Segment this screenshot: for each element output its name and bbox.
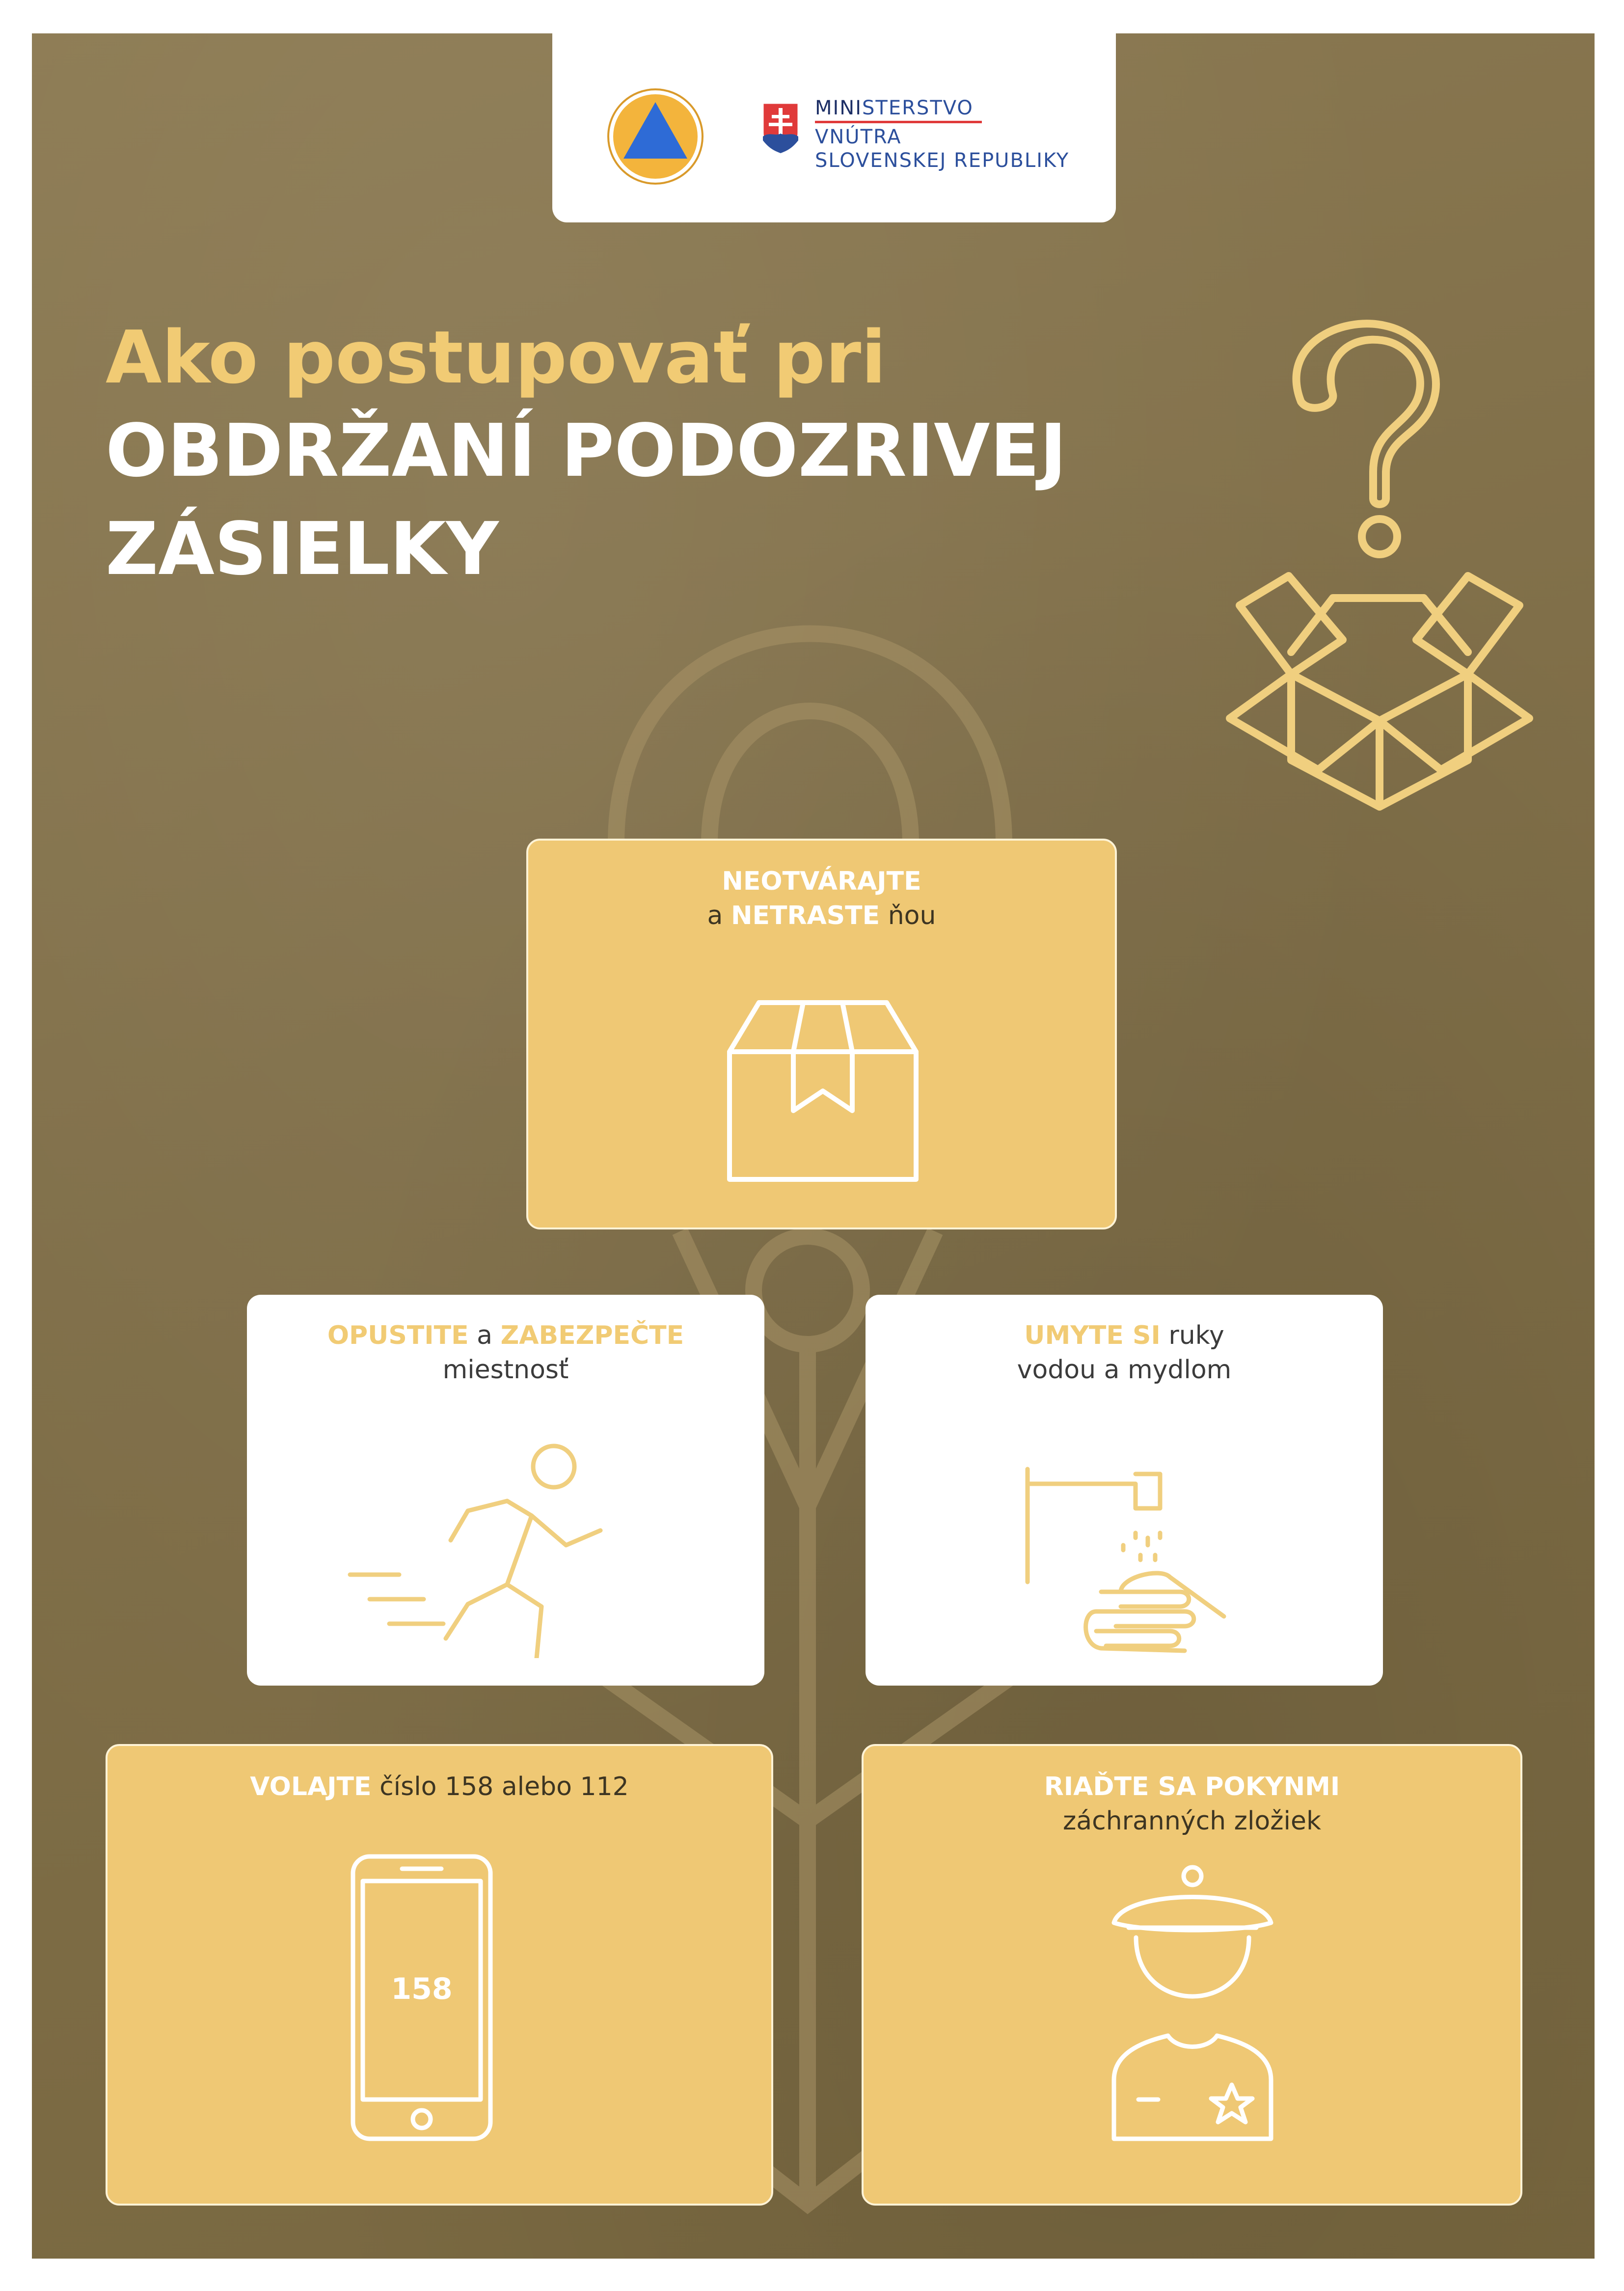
running-person-icon — [345, 1442, 650, 1658]
step-card-wash-hands — [866, 1295, 1383, 1686]
box-body — [1291, 674, 1468, 807]
step-3-caption — [885, 1318, 1363, 1387]
step-4-caption — [127, 1770, 752, 1804]
civil-protection-logo — [606, 87, 704, 186]
ministry-line-1: MINISTERSTVO — [815, 96, 982, 123]
phone-icon — [348, 1852, 495, 2146]
step-2-text-a: a — [468, 1321, 501, 1350]
step-3-text-a: ruky — [1160, 1321, 1224, 1350]
step-1-highlight: NEOTVÁRAJTE — [722, 867, 921, 896]
box-front-flap-right — [1380, 674, 1529, 770]
step-3-highlight: UMYTE SI — [1024, 1321, 1161, 1350]
step-2-highlight-2: ZABEZPEČTE — [500, 1321, 684, 1350]
package-icon — [720, 993, 926, 1189]
step-2-caption — [267, 1318, 745, 1387]
title-line-1: Ako postupovať pri — [106, 315, 886, 400]
ministry-line-3: SLOVENSKEJ REPUBLIKY — [815, 149, 1070, 172]
police-officer-icon — [1094, 1864, 1291, 2149]
step-card-follow-instructions — [862, 1744, 1522, 2206]
step-5-text-a: záchranných zložiek — [1062, 1806, 1322, 1836]
ministry-name — [815, 96, 1090, 172]
step-3-text-b: vodou a mydlom — [1017, 1355, 1232, 1385]
background-arc-inner — [709, 711, 911, 844]
poster — [32, 33, 1595, 2259]
phone-number: 158 — [391, 1972, 453, 2006]
step-1-text-b: ňou — [880, 901, 936, 930]
step-2-highlight: OPUSTITE — [327, 1321, 469, 1350]
step-card-call-emergency — [106, 1744, 773, 2206]
page-title — [106, 313, 1235, 598]
step-4-highlight: VOLAJTE — [250, 1772, 372, 1801]
step-1-highlight-2: NETRASTE — [731, 901, 880, 930]
step-1-text-a: a — [707, 901, 731, 930]
logo-header — [552, 33, 1116, 222]
background-arc-outer — [616, 634, 1004, 844]
question-mark-icon — [1297, 324, 1436, 504]
slovak-crest-icon — [761, 101, 800, 154]
background-ring — [754, 1236, 862, 1344]
box-front-flap-left — [1230, 674, 1380, 770]
hand-washing-icon — [1023, 1464, 1229, 1661]
box-flap-right — [1416, 576, 1519, 674]
ministry-line-2: VNÚTRA — [815, 126, 902, 148]
step-5-highlight: RIAĎTE SA POKYNMI — [1044, 1772, 1340, 1801]
step-card-leave-room — [247, 1295, 764, 1686]
step-5-caption — [883, 1770, 1501, 1838]
step-2-text-b: miestnosť — [442, 1355, 569, 1385]
title-line-2: OBDRŽANÍ PODOZRIVEJ — [106, 409, 1067, 493]
box-flap-left — [1240, 576, 1343, 674]
title-line-3: ZÁSIELKY — [106, 507, 499, 591]
step-4-text-a: číslo 158 alebo 112 — [371, 1772, 629, 1801]
open-box-question-icon — [1200, 286, 1554, 856]
step-1-caption — [548, 864, 1095, 933]
step-card-do-not-open — [526, 839, 1117, 1229]
